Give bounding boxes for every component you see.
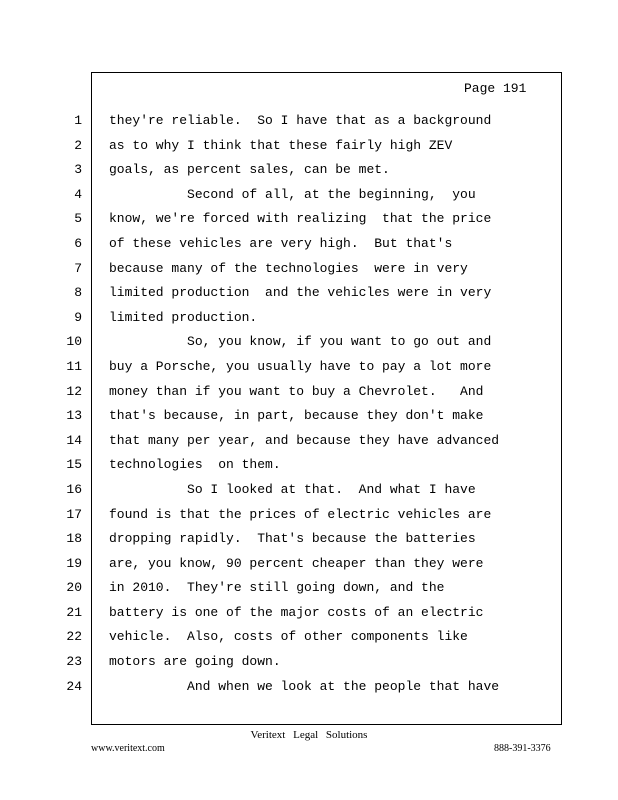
transcript-line: battery is one of the major costs of an electric: [109, 604, 484, 620]
transcript-line: buy a Porsche, you usually have to pay a lot more: [109, 358, 492, 374]
line-number: 8: [74, 285, 82, 301]
line-number: 12: [66, 383, 82, 399]
line-number: 3: [74, 162, 82, 178]
transcript-line: And when we look at the people that have: [109, 678, 500, 694]
transcript-line: So I looked at that. And what I have: [109, 481, 476, 497]
line-number: 20: [66, 580, 82, 596]
footer-company: Veritext Legal Solutions: [250, 729, 368, 741]
line-number: 24: [66, 678, 82, 694]
line-number: 7: [74, 260, 82, 276]
line-number: 16: [66, 481, 82, 497]
footer-phone: 888-391-3376: [494, 743, 551, 754]
transcript-line: as to why I think that these fairly high ZEV: [109, 137, 453, 153]
transcript-line: that's because, in part, because they don't make: [109, 408, 484, 424]
line-number: 6: [74, 235, 82, 251]
transcript-line: they're reliable. So I have that as a background: [109, 113, 492, 128]
transcript-line: because many of the technologies were in very: [109, 260, 468, 276]
line-number: 23: [66, 654, 82, 670]
transcript-line: limited production.: [109, 309, 258, 325]
transcript-line: that many per year, and because they have advanced: [109, 432, 500, 448]
transcript-line: Second of all, at the beginning, you: [109, 186, 476, 202]
line-number: 14: [66, 432, 82, 448]
line-number: 13: [66, 408, 82, 424]
transcript-line: So, you know, if you want to go out and: [109, 334, 492, 350]
page-number: Page 191: [464, 81, 527, 96]
line-number: 10: [66, 334, 82, 350]
transcript-line: technologies on them.: [109, 457, 281, 473]
line-number: 18: [66, 531, 82, 547]
line-number: 21: [66, 604, 82, 620]
line-number: 4: [74, 186, 82, 202]
transcript-line: found is that the prices of electric vehicles are: [109, 506, 492, 522]
line-number: 17: [66, 506, 82, 522]
transcript-line: know, we're forced with realizing that the price: [109, 211, 492, 227]
transcript-line: goals, as percent sales, can be met.: [109, 162, 390, 178]
footer-website[interactable]: www.veritext.com: [91, 743, 165, 754]
line-number: 19: [66, 555, 82, 571]
line-number: 1: [74, 113, 82, 128]
line-number: 22: [66, 629, 82, 645]
transcript-line: of these vehicles are very high. But that's: [109, 235, 453, 251]
line-number: 5: [74, 211, 82, 227]
transcript-body: [109, 113, 549, 703]
transcript-line: in 2010. They're still going down, and the: [109, 580, 445, 596]
transcript-line: dropping rapidly. That's because the batteries: [109, 531, 476, 547]
transcript-line: motors are going down.: [109, 654, 281, 670]
line-number: 2: [74, 137, 82, 153]
line-number-column: [60, 113, 82, 703]
line-number: 9: [74, 309, 82, 325]
line-number: 15: [66, 457, 82, 473]
line-number: 11: [66, 358, 82, 374]
transcript-line: are, you know, 90 percent cheaper than they were: [109, 555, 484, 571]
transcript-line: money than if you want to buy a Chevrolet. And: [109, 383, 484, 399]
transcript-line: limited production and the vehicles were in very: [109, 285, 492, 301]
transcript-line: vehicle. Also, costs of other components like: [109, 629, 468, 645]
